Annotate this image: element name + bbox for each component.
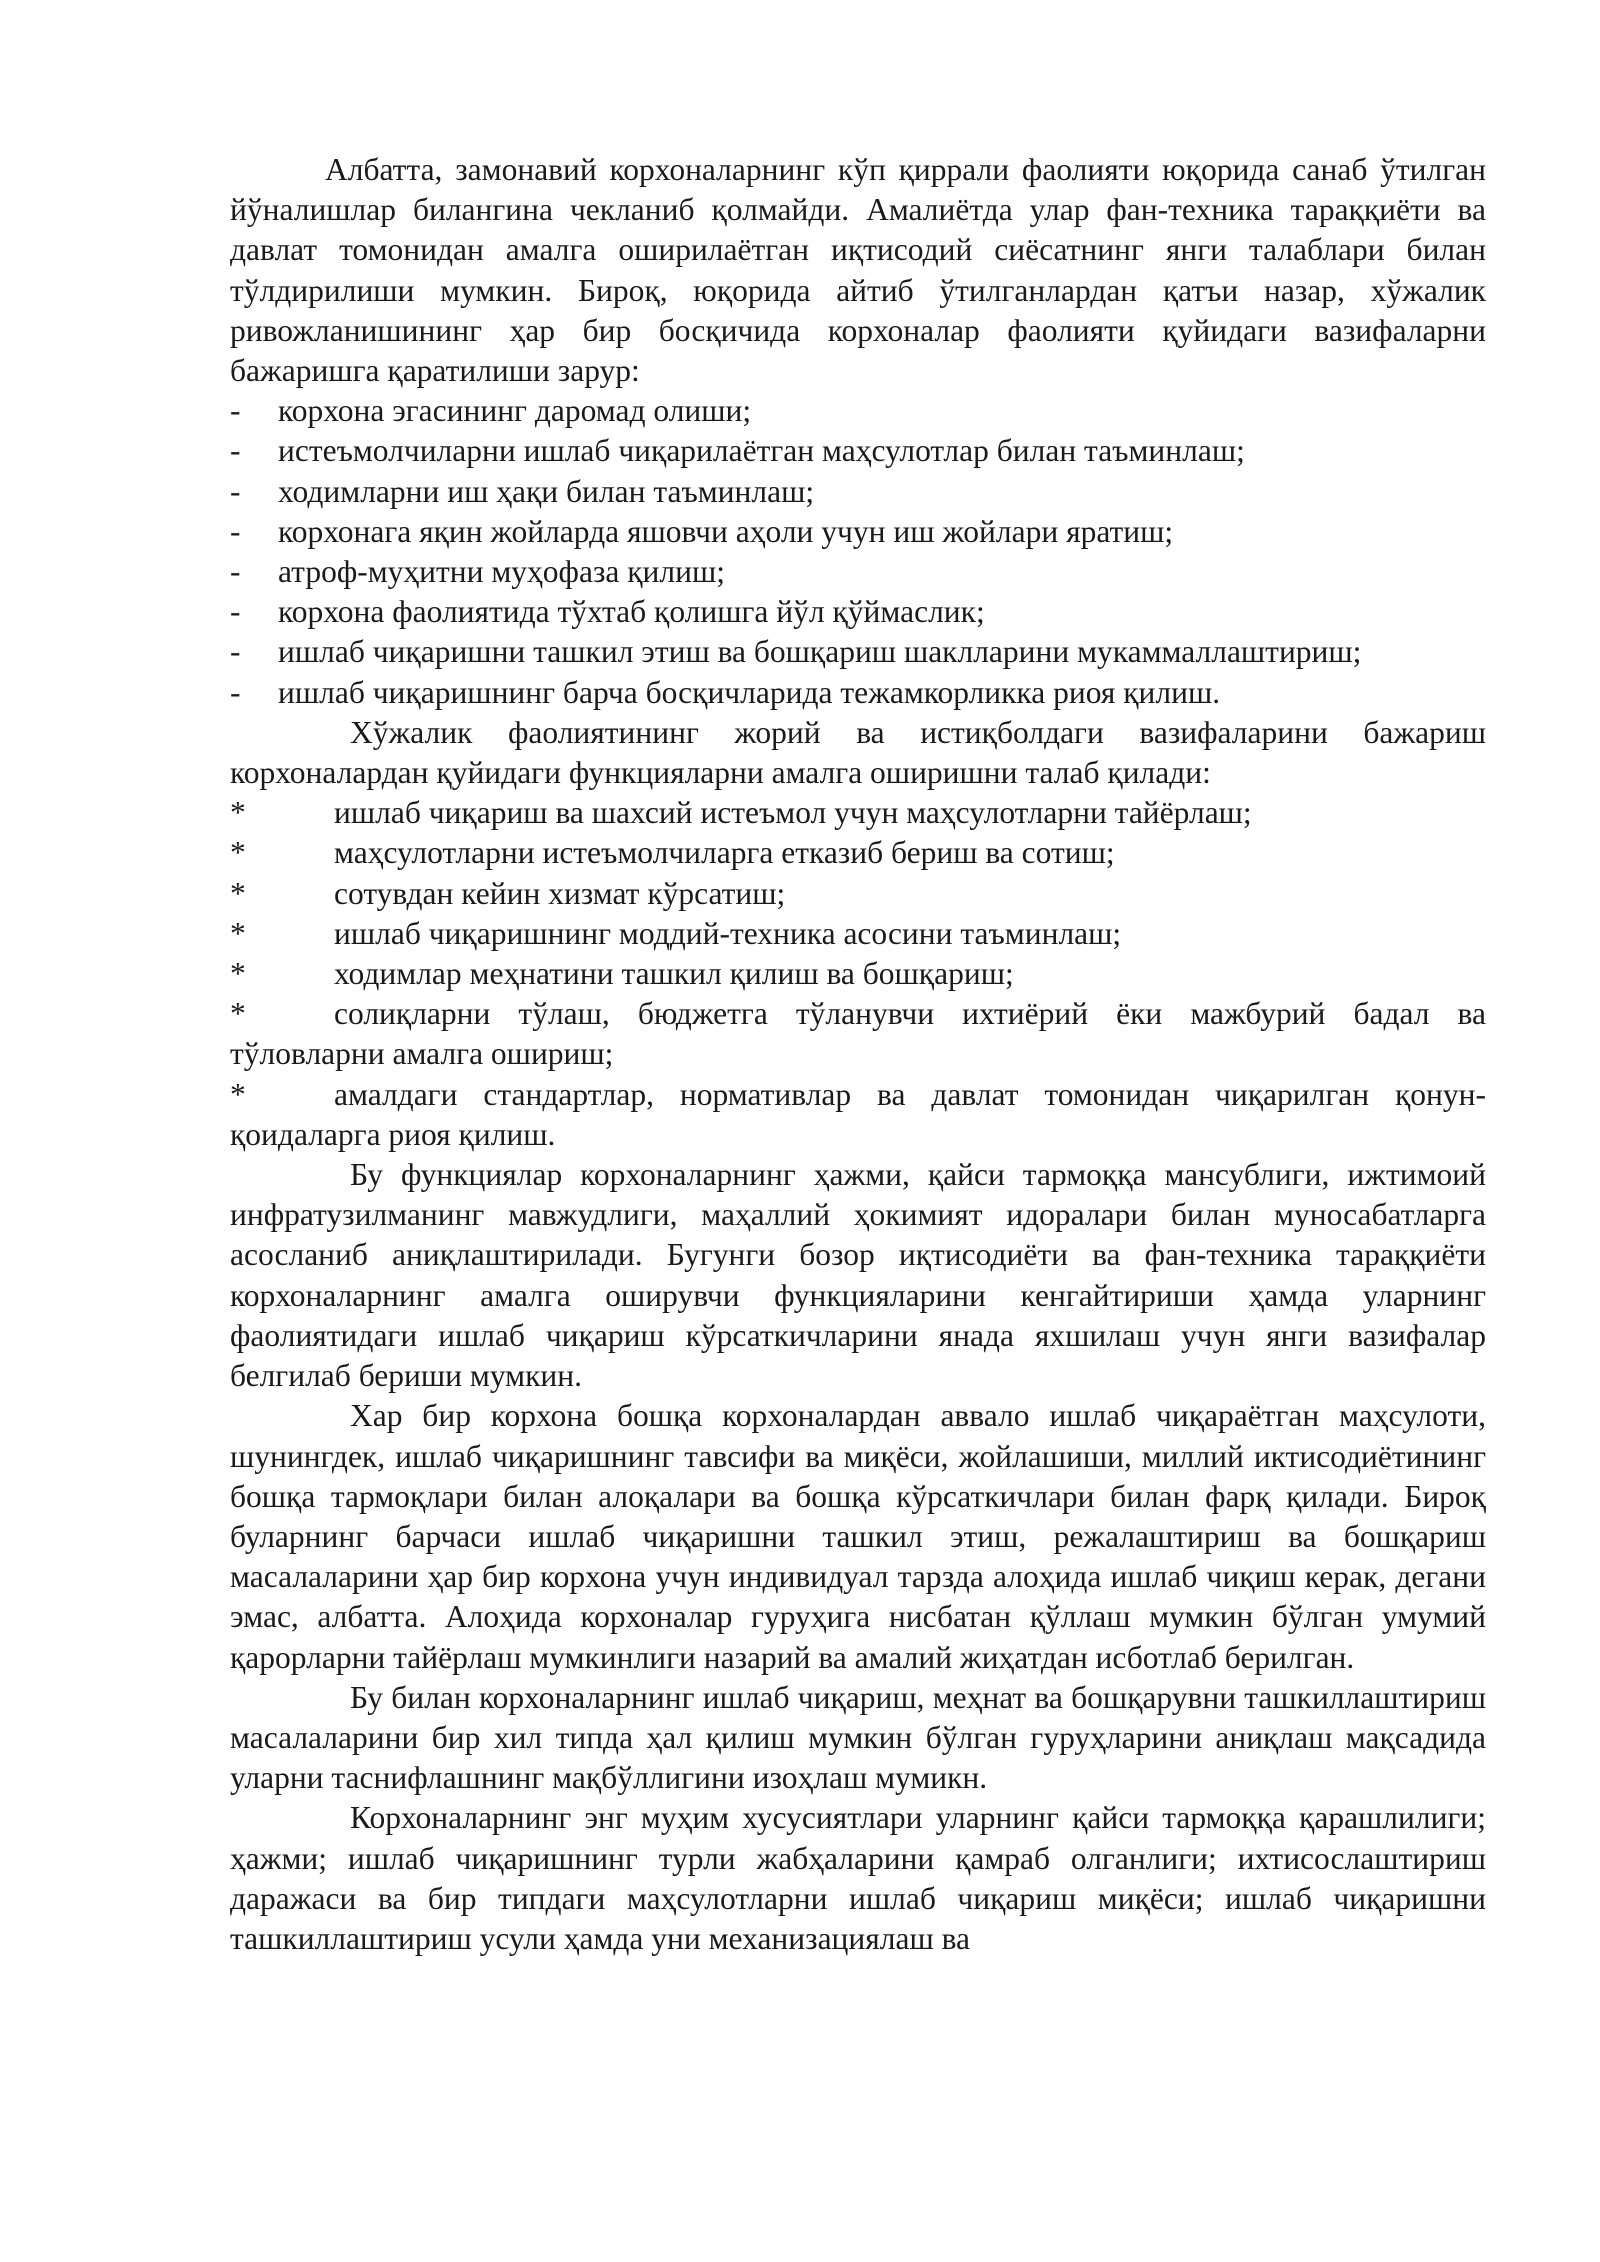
list-item-text: ишлаб чиқариш ва шахсий истеъмол учун маҳсулотларни тайёрлаш;	[334, 795, 1252, 831]
list-item-text: ишлаб чиқаришнинг барча босқичларида тежамкорликка риоя қилиш.	[278, 674, 1221, 710]
dash-marker: -	[230, 433, 241, 469]
asterisk-marker: *	[230, 795, 246, 831]
list-item-text: сотувдан кейин хизмат кўрсатиш;	[334, 875, 786, 911]
dash-marker: -	[230, 393, 241, 429]
list-item-text: маҳсулотларни истеъмолчиларга етказиб бериш ва сотиш;	[334, 835, 1115, 871]
list-item-text: солиқларни тўлаш, бюджетга тўланувчи ихтиёрий ёки мажбурий бадал ва тўловларни амалга ошириш;	[230, 996, 1486, 1072]
asterisk-marker: *	[230, 956, 246, 992]
body-paragraph: Хар бир корхона бошқа корхоналардан аввало ишлаб чиқараётган маҳсулоти, шунингдек, ишлаб чиқаришнинг тавсифи ва миқёси, жойлашиши, миллий иктисодиётининг бошқа тармоқлари билан алоқалари ва бошқа кўрсаткичлари билан фарқ қилади. Бироқ буларнинг барчаси ишлаб чиқаришни ташкил этиш, режалаштириш ва бошқариш масалаларини ҳар бир корхона учун индивидуал тарзда алоҳида ишлаб чиқиш керак, дегани эмас, албатта. Алоҳида корхоналар гуруҳига нисбатан қўллаш мумкин бўлган умумий қарорларни тайёрлаш мумкинлиги назарий ва амалий жиҳатдан исботлаб берилган.	[230, 1398, 1486, 1675]
list-item	[230, 874, 1486, 914]
list-item	[230, 793, 1486, 833]
list-item	[230, 914, 1486, 954]
list-item-text: корхонага яқин жойларда яшовчи аҳоли учун иш жойлари яратиш;	[278, 513, 1174, 549]
list-item-text: ходимларни иш ҳақи билан таъминлаш;	[278, 473, 815, 509]
dash-marker: -	[230, 513, 241, 549]
body-paragraph: Корхоналарнинг энг муҳим хусусиятлари уларнинг қайси тармоққа қарашлилиги; ҳажми; ишлаб чиқаришнинг турли жабҳаларини қамраб олганлиги; ихтисослаштириш даражаси ва бир типдаги маҳсулотларни ишлаб чиқариш миқёси; ишлаб чиқаришни ташкиллаштириш усули ҳамда уни механизациялаш ва	[230, 1800, 1486, 1956]
list-item-text: корхона фаолиятида тўхтаб қолишга йўл қўймаслик;	[278, 594, 985, 630]
list-item	[230, 431, 1486, 471]
list-item	[230, 391, 1486, 431]
list-item-text: ишлаб чиқаришни ташкил этиш ва бошқариш шаклларини мукаммаллаштириш;	[278, 634, 1362, 670]
functions-list	[230, 793, 1486, 1155]
dash-marker: -	[230, 554, 241, 590]
list-item-text: ходимлар меҳнатини ташкил қилиш ва бошқариш;	[334, 956, 1014, 992]
document-page	[230, 150, 1486, 1959]
asterisk-marker: *	[230, 875, 246, 911]
list-item-text: атроф-муҳитни муҳофаза қилиш;	[278, 554, 725, 590]
list-item	[230, 1075, 1486, 1155]
list-item	[230, 512, 1486, 552]
list-item-text: ишлаб чиқаришнинг моддий-техника асосини таъминлаш;	[334, 915, 1122, 951]
list-item	[230, 592, 1486, 632]
list-item-text: корхона эгасининг даромад олиши;	[278, 393, 752, 429]
intro-paragraph: Албатта, замонавий корхоналарнинг кўп қиррали фаолияти юқорида санаб ўтилган йўналишлар билангина чекланиб қолмайди. Амалиётда улар фан-техника тараққиёти ва давлат томонидан амалга оширилаётган иқтисодий сиёсатнинг янги талаблари билан тўлдирилиши мумкин. Бироқ, юқорида айтиб ўтилганлардан қатъи назар, хўжалик ривожланишининг ҳар бир босқичида корхоналар фаолияти қуйидаги вазифаларни бажаришга қаратилиши зарур:	[230, 152, 1486, 389]
dash-marker: -	[230, 473, 241, 509]
asterisk-marker: *	[230, 915, 246, 951]
list-item-text: истеъмолчиларни ишлаб чиқарилаётган маҳсулотлар билан таъминлаш;	[278, 433, 1245, 469]
list-item	[230, 472, 1486, 512]
asterisk-marker: *	[230, 835, 246, 871]
list-item	[230, 552, 1486, 592]
tasks-list	[230, 391, 1486, 713]
asterisk-marker: *	[230, 996, 246, 1032]
dash-marker: -	[230, 634, 241, 670]
list-item-text: амалдаги стандартлар, нормативлар ва давлат томонидан чиқарилган қонун-қоидаларга риоя қилиш.	[230, 1076, 1486, 1152]
list-item	[230, 632, 1486, 672]
list-item	[230, 673, 1486, 713]
list-item	[230, 994, 1486, 1074]
asterisk-marker: *	[230, 1076, 246, 1112]
dash-marker: -	[230, 594, 241, 630]
functions-intro-paragraph: Хўжалик фаолиятининг жорий ва истиқболдаги вазифаларини бажариш корхоналардан қуйидаги функцияларни амалга оширишни талаб қилади:	[230, 714, 1486, 791]
body-paragraph: Бу билан корхоналарнинг ишлаб чиқариш, меҳнат ва бошқарувни ташкиллаштириш масалаларини бир хил типда ҳал қилиш мумкин бўлган гуруҳларини аниқлаш мақсадида уларни таснифлашнинг мақбўллигини изоҳлаш мумикн.	[230, 1679, 1486, 1796]
list-item	[230, 833, 1486, 873]
dash-marker: -	[230, 674, 241, 710]
body-paragraph: Бу функциялар корхоналарнинг ҳажми, қайси тармоққа мансублиги, ижтимоий инфратузилманинг мавжудлиги, маҳаллий ҳокимият идоралари билан муносабатларга асосланиб аниқлаштирилади. Бугунги бозор иқтисодиёти ва фан-техника тараққиёти корхоналарнинг амалга оширувчи функцияларини кенгайтириши ҳамда уларнинг фаолиятидаги ишлаб чиқариш кўрсаткичларини янада яхшилаш учун янги вазифалар белгилаб бериши мумкин.	[230, 1157, 1486, 1394]
list-item	[230, 954, 1486, 994]
